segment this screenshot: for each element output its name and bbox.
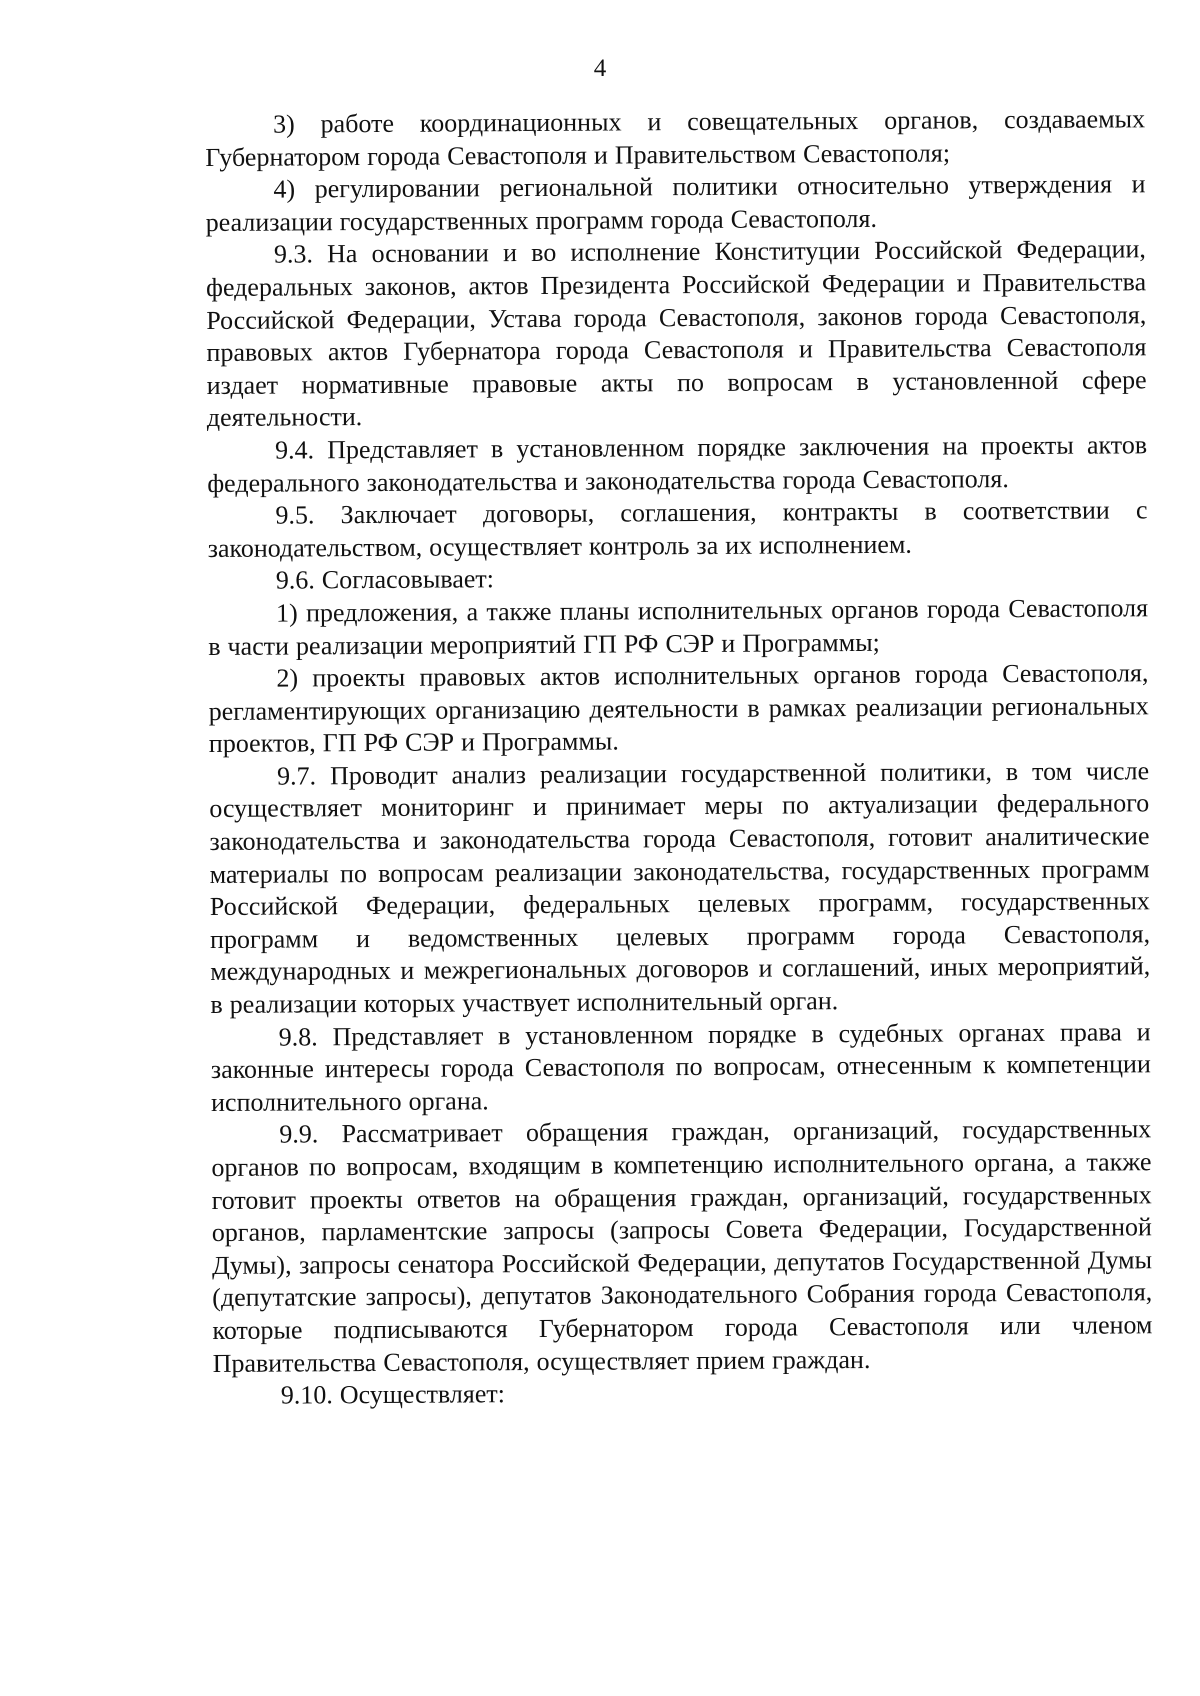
paragraph-9-4: 9.4. Представляет в установленном порядке заключения на проекты актов федерального законодательства и законодательства города Севастополя. [207, 430, 1148, 498]
paragraph-9-6-item-2: 2) проекты правовых актов исполнительных органов города Севастополя, регламентирующих организацию деятельности в рамках реализации региональных проектов, ГП РФ СЭР и Программы. [208, 658, 1149, 759]
paragraph-9-3: 9.3. На основании и во исполнение Конституции Российской Федерации, федеральных законов, актов Президента Российской Федерации и Правительства Российской Федерации, Устава города Севастополя, законов города Севастополя, правовых актов Губернатора города Севастополя и Правительства Севастополя издает нормативные правовые акты по вопросам в установленной сфере деятельности. [206, 234, 1147, 433]
paragraph-9-6: 9.6. Согласовывает: [275, 564, 495, 595]
paragraph-9-8: 9.8. Представляет в установленном порядке в судебных органах права и законные интересы города Севастополя по вопросам, отнесенным к компетенции исполнительного органа. [210, 1016, 1151, 1117]
paragraph-9-6-item-1: 1) предложения, а также планы исполнительных органов города Севастополя в части реализации мероприятий ГП РФ СЭР и Программы; [208, 593, 1149, 661]
paragraph-item-3: 3) работе координационных и совещательных органов, создаваемых Губернатором города Севастополя и Правительством Севастополя; [205, 104, 1146, 172]
paragraph-9-7: 9.7. Проводит анализ реализации государственной политики, в том числе осуществляет мониторинг и принимает меры по актуализации федерального законодательства и законодательства города Севастополя, готовит аналитические материалы по вопросам реализации законодательства, государственных программ Российской Федерации, федеральных целевых программ, государственных программ и ведомственных целевых программ города Севастополя, международных и межрегиональных договоров и соглашений, иных мероприятий, в реализации которых участвует исполнительный орган. [209, 756, 1151, 1020]
paragraph-9-10: 9.10. Осуществляет: [280, 1379, 506, 1410]
paragraph-9-9: 9.9. Рассматривает обращения граждан, организаций, государственных органов по вопросам, входящим в компетенцию исполнительного органа, а также готовит проекты ответов на обращения граждан, организаций, государственных органов, парламентские запросы (запросы Совета Федерации, Государственной Думы), запросы сенатора Российской Федерации, депутатов Государственной Думы (депутатские запросы), депутатов Законодательного Собрания города Севастополя, которые подписываются Губернатором города Севастополя или членом Правительства Севастополя, осуществляет прием граждан. [211, 1114, 1153, 1378]
page-number: 4 [593, 55, 607, 82]
paragraph-item-4: 4) регулировании региональной политики относительно утверждения и реализации государственных программ города Севастополя. [205, 169, 1146, 237]
paragraph-9-5: 9.5. Заключает договоры, соглашения, контракты в соответствии с законодательством, осуществляет контроль за их исполнением. [207, 495, 1148, 563]
document-body [205, 103, 1153, 1412]
